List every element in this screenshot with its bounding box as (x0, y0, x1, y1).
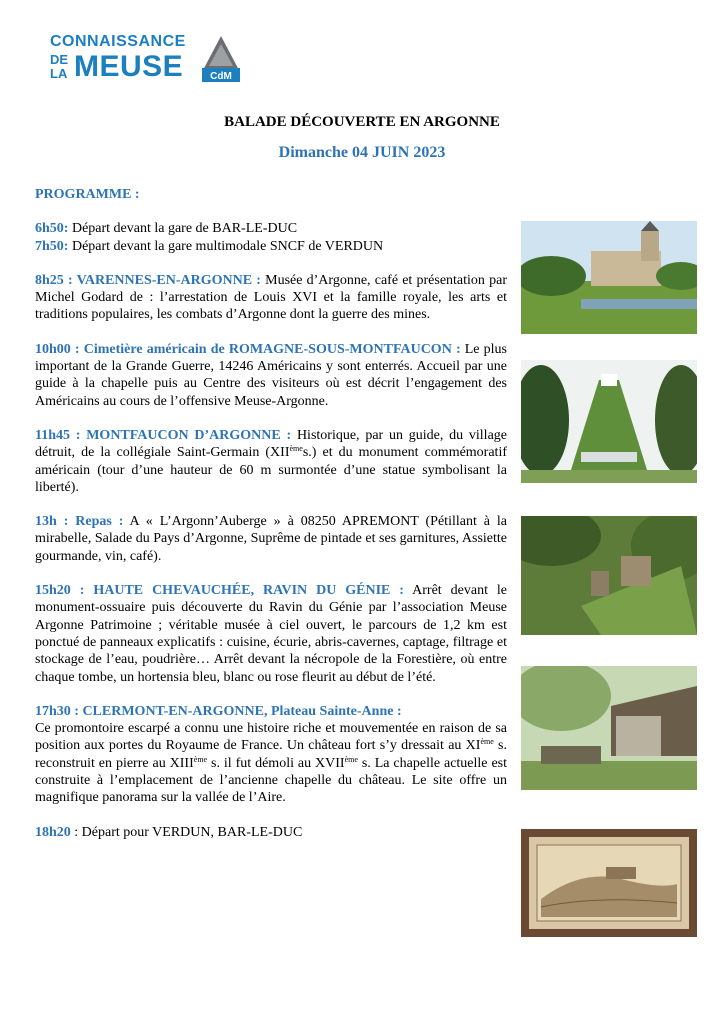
item-3 (35, 341, 507, 410)
logo-line2b: LA (50, 66, 68, 81)
item-8 (35, 824, 507, 841)
item-2 (35, 272, 507, 324)
programme-heading: PROGRAMME : (35, 187, 140, 202)
item-4 (35, 427, 507, 496)
item-time: 8h25 : VARENNES-EN-ARGONNE : (35, 272, 261, 288)
document-title: BALADE DÉCOUVERTE EN ARGONNE (224, 114, 500, 130)
item-sup: ème (480, 737, 494, 747)
item-text: Départ devant la gare multimodale SNCF de VERDUN (68, 238, 384, 254)
item-text: s. il fut démoli au XVII (207, 755, 345, 771)
item-5 (35, 513, 507, 565)
item-0 (35, 220, 507, 237)
item-text: Musée d’Argonne, café et présentation par Michel Godard de : l’arrestation de Louis XVI et la famille royale, les arts et traditions populaires, les combats d’Argonne dont la guerre des mines. (35, 272, 507, 323)
item-text: s.) et du monument commémoratif américain (tour d’une hauteur de 60 m surmontée d’une statue symbolisant la liberté). (35, 445, 507, 495)
event-date: Dimanche 04 JUIN 2023 (278, 144, 446, 161)
item-time: 13h : Repas : (35, 514, 124, 530)
item-text: s. La chapelle actuelle est construite à l’emplacement de l’ancienne chapelle du château. Le site offre un magnifique panorama sur la vallée de l’Aire. (35, 755, 507, 806)
item-time: 7h50: (35, 238, 69, 254)
logo-mark-text: CdM (210, 71, 232, 82)
item-text: Ce promontoire escarpé a connu une histoire riche et mouvementée en raison de sa position aux portes du Royaume de France. Un château fort s’y dressait au XI (35, 721, 507, 754)
photo-clermont-engraving (521, 829, 697, 937)
programme (35, 186, 507, 841)
photo-montfaucon (521, 516, 697, 635)
item-7 (35, 720, 507, 806)
item-7-heading: 17h30 : CLERMONT-EN-ARGONNE, Plateau Sainte-Anne : (35, 703, 402, 719)
item-time: 18h20 (35, 824, 71, 840)
item-text: Arrêt devant le monument-ossuaire puis découverte du Ravin du Génie par l’association Meuse Argonne Patrimoine ; véritable musée à ciel ouvert, le parcours de 1,2 km est ponctué de panneaux explicatifs : cuisine, écurie, abris-cavernes, captage, filtrage et stockage de l’eau, poudrière… Arrêt devant la nécropole de la Forestière, où entre chaque tombe, un hortensia bleu, blanc ou rose fleurit au début de l’été. (35, 583, 508, 685)
item-6 (35, 582, 507, 686)
logo-mark-icon (200, 34, 242, 84)
photo-ravin-du-genie (521, 666, 697, 790)
item-time: 11h45 : MONTFAUCON D’ARGONNE : (35, 427, 292, 443)
item-text: Départ devant la gare de BAR-LE-DUC (68, 221, 298, 237)
item-text: : Départ pour VERDUN, BAR-LE-DUC (70, 824, 303, 840)
item-sup: ème (193, 754, 208, 764)
item-1 (35, 238, 507, 255)
item-time: 10h00 : Cimetière américain de ROMAGNE-SOUS-MONTFAUCON : (35, 341, 461, 357)
item-time: 15h20 : HAUTE CHEVAUCHÉE, RAVIN DU GÉNIE : (35, 583, 404, 599)
logo (50, 30, 250, 88)
photo-romagne-cemetery (521, 360, 697, 483)
item-text: s. reconstruit en pierre au XIII (35, 738, 507, 771)
item-text: Historique, par un guide, du village détruit, de la collégiale Saint-Germain (XII (35, 427, 507, 461)
logo-line3: MEUSE (74, 50, 184, 83)
logo-line1: CONNAISSANCE (50, 33, 186, 50)
item-time: 6h50: (35, 221, 69, 237)
item-sup: ème (344, 754, 358, 764)
item-text: A « L’Argonn’Auberge » à 08250 APREMONT (Pétillant à la mirabelle, Salade du Pays d’Argonne, Suprême de pintade et ses garnitures, Assiette gourmande, vin, café). (35, 514, 507, 564)
photo-varennes (521, 221, 697, 334)
item-text: Le plus important de la Grande Guerre, 14246 Américains y sont enterrés. Accueil par une guide à la chapelle puis au Centre des visiteurs où est décrit l’engagement des Américains au cours de l’offensive Meuse-Argonne. (35, 341, 507, 409)
logo-line2a: DE (50, 52, 69, 67)
item-sup: ème (289, 444, 303, 454)
